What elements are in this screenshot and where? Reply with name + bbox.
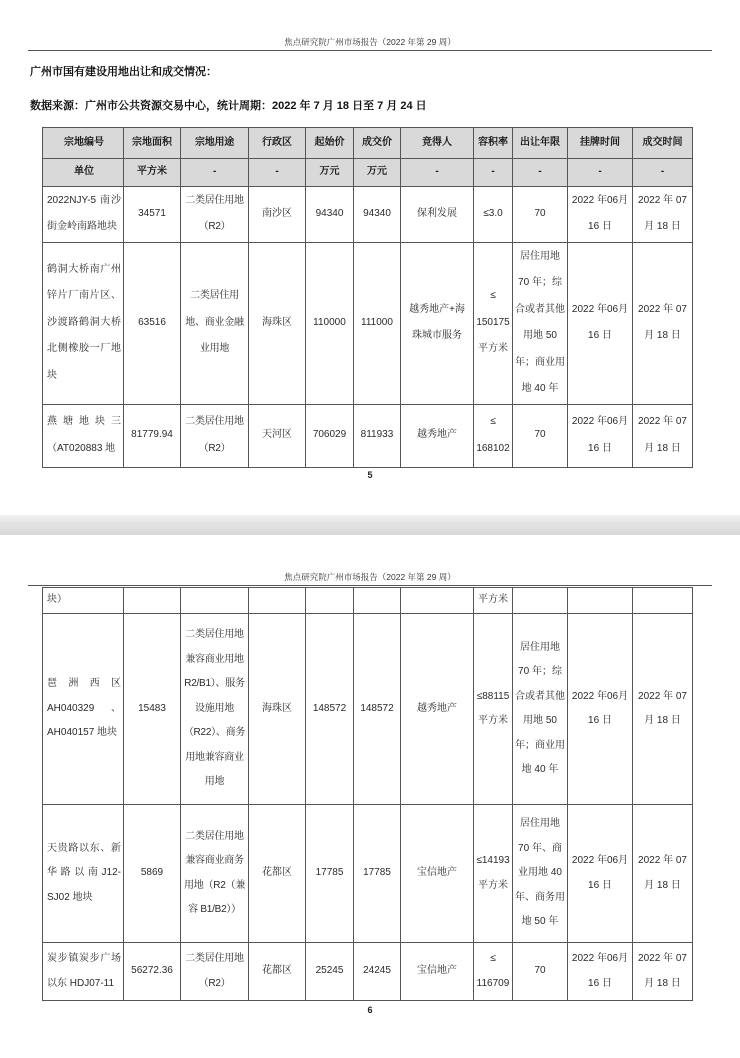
deal-date-cell: 2022 年 07 月 18 日 — [633, 943, 693, 1001]
table-row — [43, 242, 693, 404]
page-number: 5 — [367, 470, 373, 480]
land-use-cell: 二类居住用地、商业金融业用地 — [181, 242, 249, 404]
page — [0, 0, 740, 515]
lease-term-cell — [513, 588, 568, 614]
lease-term-cell: 70 — [513, 943, 568, 1001]
deal-price-cell — [354, 588, 401, 614]
land-use-cell — [181, 588, 249, 614]
plot-ratio-cell: ≤ 150175平方米 — [474, 242, 513, 404]
table-row — [43, 588, 693, 614]
listing-date-unit: - — [568, 159, 633, 187]
winning-bidder-cell: 越秀地产 — [401, 614, 474, 805]
starting-price-cell: 25245 — [306, 943, 354, 1001]
page-gap — [0, 515, 740, 535]
listing-date-cell: 2022 年06月16 日 — [568, 242, 633, 404]
starting-price-cell: 94340 — [306, 186, 354, 242]
parcel-area-cell — [124, 588, 181, 614]
plot-ratio-cell: ≤3.0 — [474, 186, 513, 242]
listing-date-cell: 2022 年06月16 日 — [568, 943, 633, 1001]
listing-date-cell — [568, 588, 633, 614]
plot-ratio-cell: ≤ 116709 — [474, 943, 513, 1001]
land-use-cell: 二类居住用地（R2） — [181, 186, 249, 242]
table-row — [43, 943, 693, 1001]
deal-date-cell: 2022 年 07 月 18 日 — [633, 614, 693, 805]
deal-price-cell: 811933 — [354, 404, 401, 467]
table-body — [43, 128, 693, 468]
district-cell: 花都区 — [249, 805, 306, 943]
parcel-id-cell: 炭步镇炭步广场以东 HDJ07-11 — [43, 943, 124, 1001]
deal-price-cell: 148572 — [354, 614, 401, 805]
winning-bidder-cell: 保利发展 — [401, 186, 474, 242]
parcel-id-cell: 燕塘地块三（AT020883 地 — [43, 404, 124, 467]
winning-bidder-header: 竞得人 — [401, 128, 474, 159]
source-line: 数据来源：广州市公共资源交易中心，统计周期：2022 年 7 月 18 日至 7 月 24 日 — [30, 100, 427, 112]
plot-ratio-cell: ≤ 168102 — [474, 404, 513, 467]
lease-term-cell: 70 — [513, 404, 568, 467]
plot-ratio-cell: ≤14193平方米 — [474, 805, 513, 943]
district-unit: - — [249, 159, 306, 187]
land-use-unit: - — [181, 159, 249, 187]
land-use-cell: 二类居住用地兼容商业用地R2/B1）、服务设施用地（R22）、商务用地兼容商业用地 — [181, 614, 249, 805]
running-header: 焦点研究院广州市场报告（2022 年第 29 周） — [284, 37, 456, 47]
parcel-id-cell: 2022NJY-5 南沙街金岭南路地块 — [43, 186, 124, 242]
deal-date-cell: 2022 年 07 月 18 日 — [633, 805, 693, 943]
deal-price-cell: 17785 — [354, 805, 401, 943]
starting-price-cell — [306, 588, 354, 614]
table-row — [43, 404, 693, 467]
deal-date-header: 成交时间 — [633, 128, 693, 159]
district-header: 行政区 — [249, 128, 306, 159]
parcel-id-unit: 单位 — [43, 159, 124, 187]
winning-bidder-cell: 宝信地产 — [401, 805, 474, 943]
section-title: 广州市国有建设用地出让和成交情况： — [30, 66, 217, 78]
winning-bidder-unit: - — [401, 159, 474, 187]
land-use-header: 宗地用途 — [181, 128, 249, 159]
land-transaction-table — [42, 127, 693, 468]
deal-price-header: 成交价 — [354, 128, 401, 159]
lease-term-cell: 70 — [513, 186, 568, 242]
listing-date-cell: 2022 年06月16 日 — [568, 404, 633, 467]
district-cell: 海珠区 — [249, 614, 306, 805]
winning-bidder-cell: 越秀地产 — [401, 404, 474, 467]
district-cell: 花都区 — [249, 943, 306, 1001]
plot-ratio-cell: 平方米 — [474, 588, 513, 614]
deal-price-cell: 24245 — [354, 943, 401, 1001]
lease-term-unit: - — [513, 159, 568, 187]
land-use-cell: 二类居住用地兼容商业商务用地（R2（兼容 B1/B2）） — [181, 805, 249, 943]
parcel-id-cell: 琶洲西区AH040329 、AH040157 地块 — [43, 614, 124, 805]
parcel-area-cell: 56272.36 — [124, 943, 181, 1001]
winning-bidder-cell: 宝信地产 — [401, 943, 474, 1001]
deal-price-unit: 万元 — [354, 159, 401, 187]
page-number: 6 — [367, 1005, 373, 1015]
starting-price-unit: 万元 — [306, 159, 354, 187]
parcel-area-cell: 15483 — [124, 614, 181, 805]
land-use-cell: 二类居住用地（R2） — [181, 404, 249, 467]
parcel-area-cell: 81779.94 — [124, 404, 181, 467]
deal-date-cell: 2022 年 07 月 18 日 — [633, 242, 693, 404]
lease-term-cell: 居住用地 70 年、商业用地 40 年、商务用地 50 年 — [513, 805, 568, 943]
parcel-id-cell: 天贵路以东、新华路以南J12-SJ02 地块 — [43, 805, 124, 943]
lease-term-cell: 居住用地 70 年；综合或者其他用地 50 年；商业用地 40 年 — [513, 614, 568, 805]
starting-price-cell: 17785 — [306, 805, 354, 943]
parcel-id-header: 宗地编号 — [43, 128, 124, 159]
table-row — [43, 614, 693, 805]
table-row — [43, 805, 693, 943]
column-header-row — [43, 128, 693, 159]
parcel-area-cell: 5869 — [124, 805, 181, 943]
deal-date-cell: 2022 年 07 月 18 日 — [633, 404, 693, 467]
parcel-area-cell: 34571 — [124, 186, 181, 242]
lease-term-cell: 居住用地 70 年；综合或者其他用地 50 年；商业用地 40 年 — [513, 242, 568, 404]
parcel-id-cell: 块） — [43, 588, 124, 614]
table-body — [43, 588, 693, 1001]
parcel-id-cell: 鹤洞大桥南广州锌片厂南片区、沙渡路鹤洞大桥北侧橡胶一厂地块 — [43, 242, 124, 404]
district-cell: 海珠区 — [249, 242, 306, 404]
table-row — [43, 186, 693, 242]
parcel-area-unit: 平方米 — [124, 159, 181, 187]
plot-ratio-cell: ≤88115平方米 — [474, 614, 513, 805]
parcel-area-header: 宗地面积 — [124, 128, 181, 159]
running-header: 焦点研究院广州市场报告（2022 年第 29 周） — [284, 572, 456, 582]
winning-bidder-cell: 越秀地产+海珠城市服务 — [401, 242, 474, 404]
plot-ratio-unit: - — [474, 159, 513, 187]
unit-row — [43, 159, 693, 187]
starting-price-cell: 706029 — [306, 404, 354, 467]
parcel-area-cell: 63516 — [124, 242, 181, 404]
starting-price-header: 起始价 — [306, 128, 354, 159]
deal-date-unit: - — [633, 159, 693, 187]
district-cell — [249, 588, 306, 614]
page — [0, 535, 740, 1058]
listing-date-cell: 2022 年06月16 日 — [568, 614, 633, 805]
district-cell: 南沙区 — [249, 186, 306, 242]
deal-price-cell: 111000 — [354, 242, 401, 404]
header-rule — [28, 50, 712, 51]
header-rule — [28, 585, 712, 586]
land-transaction-table-continued — [42, 587, 693, 1001]
lease-term-header: 出让年限 — [513, 128, 568, 159]
listing-date-header: 挂牌时间 — [568, 128, 633, 159]
starting-price-cell: 148572 — [306, 614, 354, 805]
district-cell: 天河区 — [249, 404, 306, 467]
listing-date-cell: 2022 年06月16 日 — [568, 805, 633, 943]
winning-bidder-cell — [401, 588, 474, 614]
deal-date-cell: 2022 年 07 月 18 日 — [633, 186, 693, 242]
deal-date-cell — [633, 588, 693, 614]
plot-ratio-header: 容积率 — [474, 128, 513, 159]
deal-price-cell: 94340 — [354, 186, 401, 242]
starting-price-cell: 110000 — [306, 242, 354, 404]
land-use-cell: 二类居住用地（R2） — [181, 943, 249, 1001]
listing-date-cell: 2022 年06月16 日 — [568, 186, 633, 242]
